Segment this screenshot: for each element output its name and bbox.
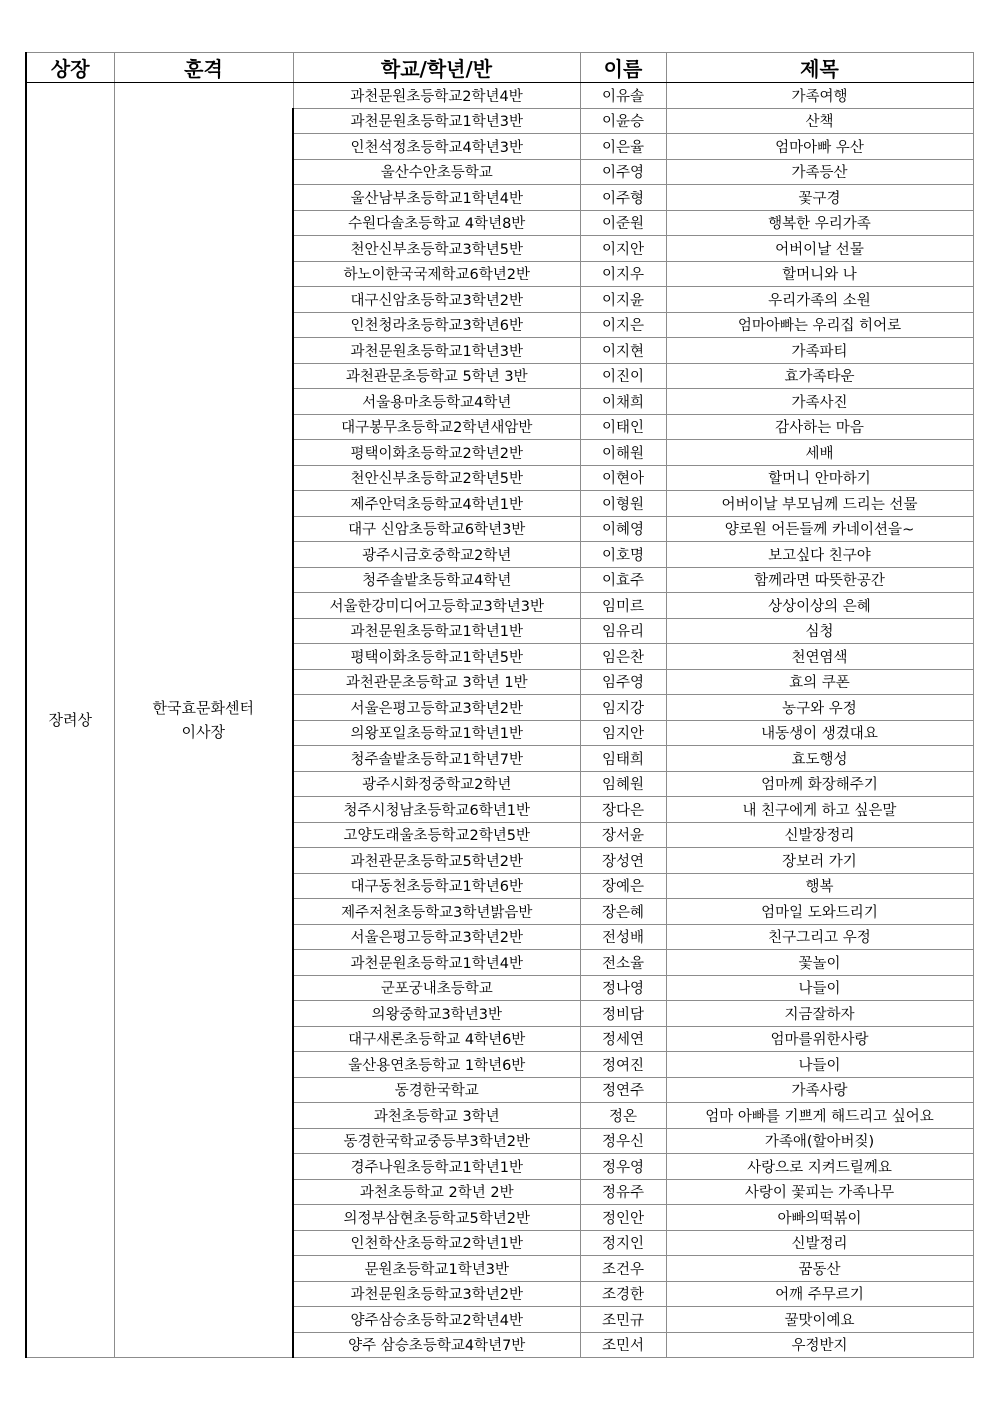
cell-school: 청주솔밭초등학교4학년 [293, 567, 580, 593]
cell-title: 꽃놀이 [666, 950, 973, 976]
cell-name: 정여진 [580, 1052, 666, 1078]
cell-school: 대구 신암초등학교6학년3반 [293, 516, 580, 542]
cell-school: 과천관문초등학교 5학년 3반 [293, 363, 580, 389]
cell-school: 과천문원초등학교3학년2반 [293, 1281, 580, 1307]
cell-title: 심청 [666, 618, 973, 644]
header-title: 제목 [666, 53, 973, 83]
cell-school: 문원초등학교1학년3반 [293, 1256, 580, 1282]
cell-school: 과천문원초등학교1학년1반 [293, 618, 580, 644]
cell-school: 하노이한국국제학교6학년2반 [293, 261, 580, 287]
cell-name: 전성배 [580, 924, 666, 950]
header-row [26, 53, 973, 83]
cell-name: 임은찬 [580, 644, 666, 670]
cell-title: 꿈동산 [666, 1256, 973, 1282]
cell-title: 가족등산 [666, 159, 973, 185]
cell-name: 정비담 [580, 1001, 666, 1027]
cell-title: 효의 쿠폰 [666, 669, 973, 695]
cell-school: 서울은평고등학교3학년2반 [293, 695, 580, 721]
cell-name: 이혜영 [580, 516, 666, 542]
cell-school: 광주시금호중학교2학년 [293, 542, 580, 568]
cell-title: 행복 [666, 873, 973, 899]
cell-name: 정나영 [580, 975, 666, 1001]
cell-title: 세배 [666, 440, 973, 466]
cell-title: 효가족타운 [666, 363, 973, 389]
cell-title: 엄마아빠는 우리집 히어로 [666, 312, 973, 338]
cell-school: 서울용마초등학교4학년 [293, 389, 580, 415]
cell-name: 이지현 [580, 338, 666, 364]
cell-title: 농구와 우정 [666, 695, 973, 721]
cell-school: 청주시청남초등학교6학년1반 [293, 797, 580, 823]
cell-title: 어버이날 선물 [666, 236, 973, 262]
cell-school: 대구신암초등학교3학년2반 [293, 287, 580, 313]
cell-school: 과천문원초등학교1학년3반 [293, 108, 580, 134]
cell-title: 할머니 안마하기 [666, 465, 973, 491]
cell-school: 제주안덕초등학교4학년1반 [293, 491, 580, 517]
cell-name: 조민서 [580, 1332, 666, 1358]
award-cell [26, 83, 114, 1358]
cell-title: 상상이상의 은혜 [666, 593, 973, 619]
cell-title: 어버이날 부모님께 드리는 선물 [666, 491, 973, 517]
cell-title: 감사하는 마음 [666, 414, 973, 440]
cell-title: 효도행성 [666, 746, 973, 772]
cell-title: 가족사진 [666, 389, 973, 415]
cell-name: 임미르 [580, 593, 666, 619]
cell-name: 이현아 [580, 465, 666, 491]
cell-name: 조경한 [580, 1281, 666, 1307]
issuer-line1: 한국효문화센터 [152, 699, 254, 717]
cell-title: 내 친구에게 하고 싶은말 [666, 797, 973, 823]
cell-title: 신발장정리 [666, 822, 973, 848]
cell-name: 임지강 [580, 695, 666, 721]
cell-name: 이지우 [580, 261, 666, 287]
cell-school: 인천청라초등학교3학년6반 [293, 312, 580, 338]
awards-table [25, 52, 974, 1358]
cell-name: 이준원 [580, 210, 666, 236]
cell-school: 의왕중학교3학년3반 [293, 1001, 580, 1027]
cell-name: 정유주 [580, 1179, 666, 1205]
cell-school: 천안신부초등학교2학년5반 [293, 465, 580, 491]
cell-name: 정인안 [580, 1205, 666, 1231]
cell-name: 이은율 [580, 134, 666, 160]
cell-name: 이채희 [580, 389, 666, 415]
cell-title: 지금잘하자 [666, 1001, 973, 1027]
cell-title: 엄마일 도와드리기 [666, 899, 973, 925]
cell-title: 엄마 아빠를 기쁘게 해드리고 싶어요 [666, 1103, 973, 1129]
cell-title: 가족사랑 [666, 1077, 973, 1103]
cell-school: 과천문원초등학교1학년3반 [293, 338, 580, 364]
cell-name: 이태인 [580, 414, 666, 440]
cell-name: 임혜원 [580, 771, 666, 797]
cell-title: 함께라면 따뜻한공간 [666, 567, 973, 593]
issuer-line2: 이사장 [181, 723, 225, 741]
cell-school: 동경한국학교 [293, 1077, 580, 1103]
cell-school: 양주삼승초등학교2학년4반 [293, 1307, 580, 1333]
cell-title: 가족파티 [666, 338, 973, 364]
cell-school: 경주나원초등학교1학년1반 [293, 1154, 580, 1180]
cell-name: 임유리 [580, 618, 666, 644]
cell-name: 이지은 [580, 312, 666, 338]
cell-title: 엄마를위한사랑 [666, 1026, 973, 1052]
cell-title: 꽃구경 [666, 185, 973, 211]
header-issuer: 훈격 [114, 53, 293, 83]
cell-title: 가족애(할아버짖) [666, 1128, 973, 1154]
cell-school: 울산남부초등학교1학년4반 [293, 185, 580, 211]
table-body [26, 83, 973, 1358]
cell-title: 장보러 가기 [666, 848, 973, 874]
cell-school: 울산용연초등학교 1학년6반 [293, 1052, 580, 1078]
cell-title: 사랑이 꽃피는 가족나무 [666, 1179, 973, 1205]
cell-school: 과천문원초등학교1학년4반 [293, 950, 580, 976]
cell-name: 임지안 [580, 720, 666, 746]
cell-school: 양주 삼승초등학교4학년7반 [293, 1332, 580, 1358]
header-name: 이름 [580, 53, 666, 83]
cell-school: 과천문원초등학교2학년4반 [293, 83, 580, 109]
cell-school: 평택이화초등학교1학년5반 [293, 644, 580, 670]
cell-name: 정지인 [580, 1230, 666, 1256]
cell-title: 양로원 어든들께 카네이션을~ [666, 516, 973, 542]
header-school: 학교/학년/반 [293, 53, 580, 83]
cell-school: 대구봉무초등학교2학년새암반 [293, 414, 580, 440]
cell-name: 장성연 [580, 848, 666, 874]
cell-title: 엄마아빠 우산 [666, 134, 973, 160]
cell-school: 과천초등학교 2학년 2반 [293, 1179, 580, 1205]
cell-school: 대구새론초등학교 4학년6반 [293, 1026, 580, 1052]
cell-title: 엄마께 화장해주기 [666, 771, 973, 797]
cell-school: 고양도래울초등학교2학년5반 [293, 822, 580, 848]
cell-school: 동경한국학교중등부3학년2반 [293, 1128, 580, 1154]
cell-title: 우리가족의 소원 [666, 287, 973, 313]
cell-school: 의왕포일초등학교1학년1반 [293, 720, 580, 746]
cell-name: 임태희 [580, 746, 666, 772]
cell-title: 우정반지 [666, 1332, 973, 1358]
cell-name: 정우영 [580, 1154, 666, 1180]
cell-name: 이지안 [580, 236, 666, 262]
cell-name: 이지윤 [580, 287, 666, 313]
cell-title: 어깨 주무르기 [666, 1281, 973, 1307]
cell-name: 이윤승 [580, 108, 666, 134]
cell-title: 가족여행 [666, 83, 973, 109]
cell-name: 조건우 [580, 1256, 666, 1282]
cell-name: 조민규 [580, 1307, 666, 1333]
cell-school: 인천학산초등학교2학년1반 [293, 1230, 580, 1256]
cell-title: 천연염색 [666, 644, 973, 670]
cell-title: 꿀맛이예요 [666, 1307, 973, 1333]
cell-school: 제주저천초등학교3학년밝음반 [293, 899, 580, 925]
cell-school: 군포궁내초등학교 [293, 975, 580, 1001]
cell-school: 대구동천초등학교1학년6반 [293, 873, 580, 899]
cell-name: 장서윤 [580, 822, 666, 848]
award-label: 장려상 [48, 711, 92, 729]
cell-title: 신발정리 [666, 1230, 973, 1256]
cell-school: 의정부삼현초등학교5학년2반 [293, 1205, 580, 1231]
cell-name: 정우신 [580, 1128, 666, 1154]
cell-name: 이형원 [580, 491, 666, 517]
cell-title: 할머니와 나 [666, 261, 973, 287]
cell-name: 정연주 [580, 1077, 666, 1103]
cell-title: 친구그리고 우정 [666, 924, 973, 950]
cell-school: 서울은평고등학교3학년2반 [293, 924, 580, 950]
cell-title: 나들이 [666, 975, 973, 1001]
table-row [26, 83, 973, 109]
cell-school: 수원다솔초등학교 4학년8반 [293, 210, 580, 236]
cell-name: 장다은 [580, 797, 666, 823]
cell-title: 내동생이 생겼대요 [666, 720, 973, 746]
cell-title: 사랑으로 지켜드릴께요 [666, 1154, 973, 1180]
cell-name: 이진이 [580, 363, 666, 389]
cell-name: 장은혜 [580, 899, 666, 925]
cell-name: 이유솔 [580, 83, 666, 109]
cell-name: 이주형 [580, 185, 666, 211]
cell-name: 정온 [580, 1103, 666, 1129]
cell-name: 이주영 [580, 159, 666, 185]
cell-title: 산책 [666, 108, 973, 134]
cell-name: 장예은 [580, 873, 666, 899]
cell-school: 울산수안초등학교 [293, 159, 580, 185]
cell-school: 청주솔밭초등학교1학년7반 [293, 746, 580, 772]
cell-school: 과천초등학교 3학년 [293, 1103, 580, 1129]
cell-school: 평택이화초등학교2학년2반 [293, 440, 580, 466]
cell-school: 과천관문초등학교 3학년 1반 [293, 669, 580, 695]
issuer-cell [114, 83, 293, 1358]
cell-title: 아빠의떡볶이 [666, 1205, 973, 1231]
cell-school: 인천석정초등학교4학년3반 [293, 134, 580, 160]
header-award: 상장 [26, 53, 114, 83]
cell-name: 전소율 [580, 950, 666, 976]
cell-name: 이해원 [580, 440, 666, 466]
cell-title: 보고싶다 친구야 [666, 542, 973, 568]
cell-title: 나들이 [666, 1052, 973, 1078]
cell-name: 이효주 [580, 567, 666, 593]
cell-name: 이호명 [580, 542, 666, 568]
cell-school: 서울한강미디어고등학교3학년3반 [293, 593, 580, 619]
cell-name: 정세연 [580, 1026, 666, 1052]
cell-name: 임주영 [580, 669, 666, 695]
cell-school: 천안신부초등학교3학년5반 [293, 236, 580, 262]
cell-title: 행복한 우리가족 [666, 210, 973, 236]
cell-school: 과천관문초등학교5학년2반 [293, 848, 580, 874]
cell-school: 광주시화정중학교2학년 [293, 771, 580, 797]
